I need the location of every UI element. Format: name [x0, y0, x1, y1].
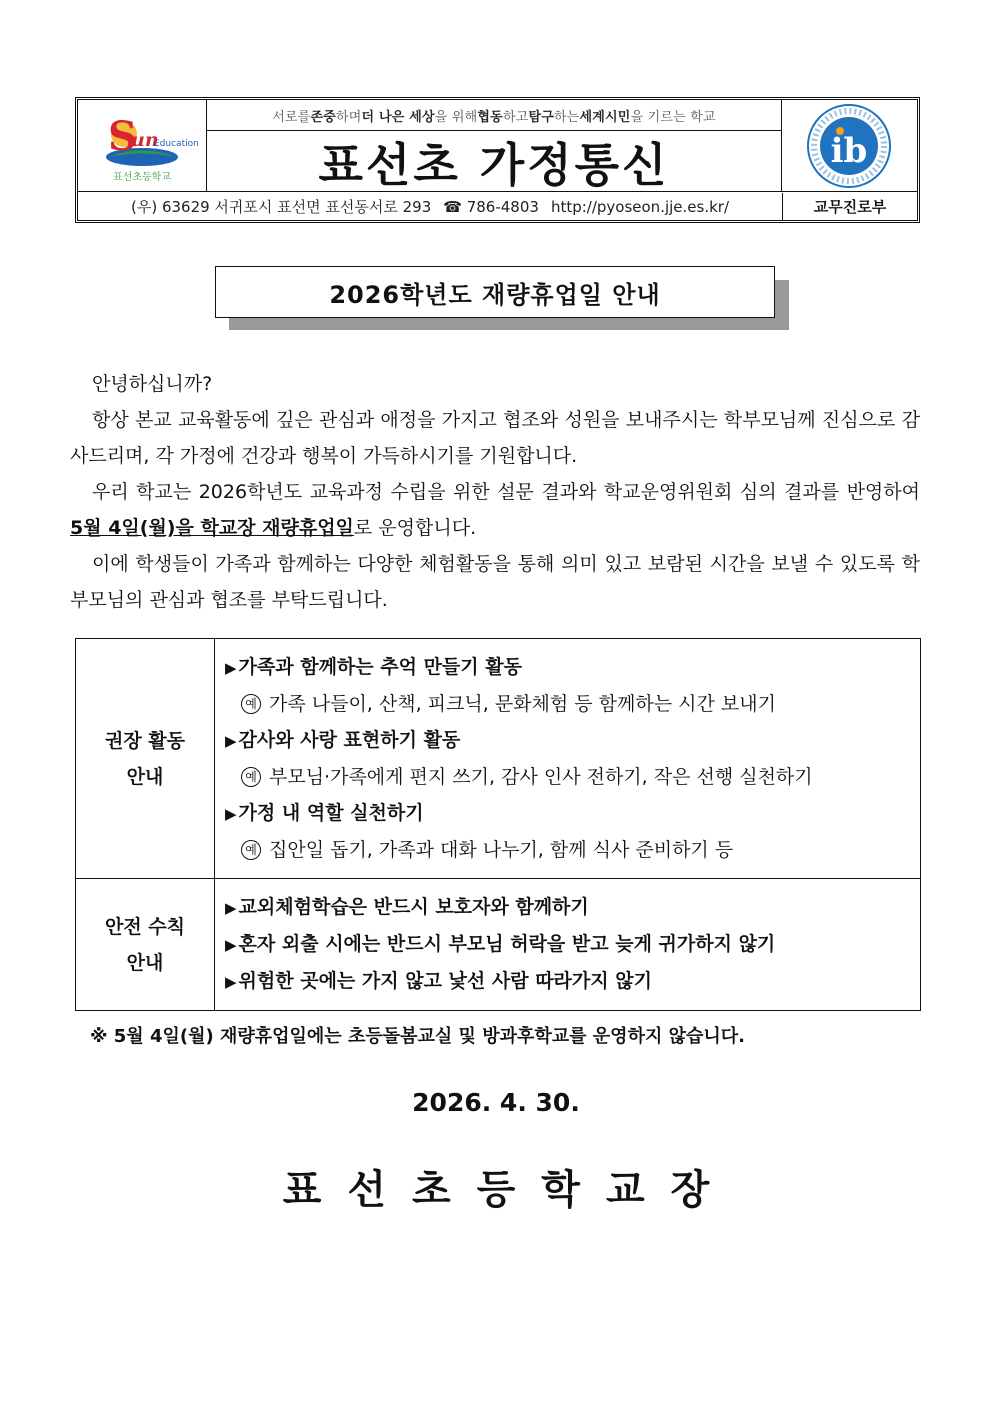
phone-icon: ☎ [443, 197, 462, 216]
principal-signature: 표선초등학교장 [282, 1167, 736, 1213]
safety-rule: 위험한 곳에는 가지 않고 낯선 사람 따라가지 않기 [238, 970, 652, 992]
paragraph-text: 우리 학교는 2026학년도 교육과정 수립을 위한 설문 결과와 학교운영위원회 심의 결과를 반영하여 [92, 481, 920, 503]
list-item [225, 649, 910, 686]
motto-text: 을 위해 [434, 109, 478, 125]
department-name: 교무진로부 [782, 193, 917, 220]
motto-text: 하며 [336, 109, 362, 125]
paragraph-thanks: 항상 본교 교육활동에 깊은 관심과 애정을 가지고 협조와 성원을 보내주시는 학부모님께 진심으로 감사드리며, 각 가정에 건강과 행복이 가득하시기를 기원합니다. [70, 409, 920, 467]
logo-letters: un [131, 129, 159, 151]
paragraph-request: 이에 학생들이 가족과 함께하는 다양한 체험활동을 통해 의미 있고 보람된 시간을 보낼 수 있도록 학부모님의 관심과 협조를 부탁드립니다. [70, 553, 920, 611]
letter-body [70, 366, 920, 618]
table-row [76, 639, 921, 879]
list-item [225, 795, 910, 832]
logo-big-letter: S [108, 113, 137, 160]
newsletter-title: 표선초 가정통신 [318, 137, 670, 192]
safety-rule: 교외체험학습은 반드시 보호자와 함께하기 [238, 896, 589, 918]
motto-text: 하고 [502, 109, 529, 125]
website-link[interactable]: http://pyoseon.jje.es.kr/ [550, 197, 730, 216]
holiday-date-emphasis: 5월 4일(월)을 학교장 재량휴업일 [70, 517, 354, 539]
recommended-label [76, 639, 215, 879]
label-line: 안전 수칙 [104, 915, 186, 938]
motto-keyword: 존중 [310, 109, 337, 125]
letterhead [75, 97, 920, 223]
item-example: 가족 나들이, 산책, 피크닉, 문화체험 등 함께하는 시간 보내기 [269, 693, 776, 715]
arrow-right-icon: ▶ [225, 936, 237, 954]
phone-number [443, 198, 539, 216]
item-example: 집안일 돕기, 가족과 대화 나누기, 함께 식사 준비하기 등 [269, 839, 734, 861]
list-item [225, 963, 910, 1000]
motto-keyword: 탐구 [528, 109, 554, 125]
arrow-right-icon: ▶ [225, 659, 237, 677]
table-row [76, 879, 921, 1011]
ib-letters: ib [830, 131, 868, 171]
paragraph-text: 로 운영합니다. [353, 517, 477, 539]
arrow-right-icon: ▶ [225, 973, 237, 991]
arrow-right-icon: ▶ [225, 899, 237, 917]
greeting: 안녕하십니까? [92, 373, 213, 395]
issue-date: 2026. 4. 30. [412, 1088, 580, 1117]
logo-word: Education [154, 139, 199, 149]
list-item [225, 889, 910, 926]
motto-text: 을 기르는 학교 [630, 109, 716, 125]
item-example: 부모님·가족에게 편지 쓰기, 감사 인사 전하기, 작은 선행 실천하기 [269, 766, 813, 788]
notice-title: 2026학년도 재량휴업일 안내 [215, 266, 775, 318]
sun-education-logo-icon [78, 100, 206, 192]
list-item [225, 722, 910, 759]
list-item [225, 832, 910, 868]
logo-caption: 표선초등학교 [113, 172, 171, 183]
arrow-right-icon: ▶ [225, 732, 237, 750]
label-line: 권장 활동 [104, 729, 186, 752]
motto-keyword: 더 나은 세상 [361, 109, 435, 125]
ib-logo [782, 100, 917, 192]
arrow-right-icon: ▶ [225, 805, 237, 823]
phone-digits: 786-4803 [466, 197, 539, 216]
example-circle-icon: 예 [241, 694, 261, 714]
example-circle-icon: 예 [241, 767, 261, 787]
list-item [225, 926, 910, 963]
motto-keyword: 세계시민 [579, 109, 631, 125]
list-item [225, 759, 910, 795]
address-bar [78, 193, 782, 220]
school-logo [78, 100, 206, 192]
notice-footnote: ※ 5월 4일(월) 재량휴업일에는 초등돌봄교실 및 방과후학교를 운영하지 않습니다. [90, 1026, 745, 1047]
motto-keyword: 협동 [477, 109, 503, 125]
label-line: 안내 [126, 765, 164, 788]
safety-rule: 혼자 외출 시에는 반드시 부모님 허락을 받고 늦게 귀가하지 않기 [238, 933, 776, 955]
paragraph-holiday [70, 474, 920, 546]
postal-address: (우) 63629 서귀포시 표선면 표선동서로 293 [130, 198, 432, 216]
activity-table [75, 638, 921, 1011]
school-motto [206, 100, 782, 130]
item-title: 가족과 함께하는 추억 만들기 활동 [238, 656, 522, 678]
item-title: 감사와 사랑 표현하기 활동 [238, 729, 461, 751]
recommended-content [215, 639, 921, 879]
item-title: 가정 내 역할 실천하기 [238, 802, 424, 824]
label-line: 안내 [126, 951, 164, 974]
safety-label [76, 879, 215, 1011]
safety-content [215, 879, 921, 1011]
motto-text: 서로를 [272, 109, 311, 125]
list-item [225, 686, 910, 722]
ib-world-school-logo-icon [782, 100, 917, 192]
example-circle-icon: 예 [241, 840, 261, 860]
motto-text: 하는 [554, 109, 580, 125]
